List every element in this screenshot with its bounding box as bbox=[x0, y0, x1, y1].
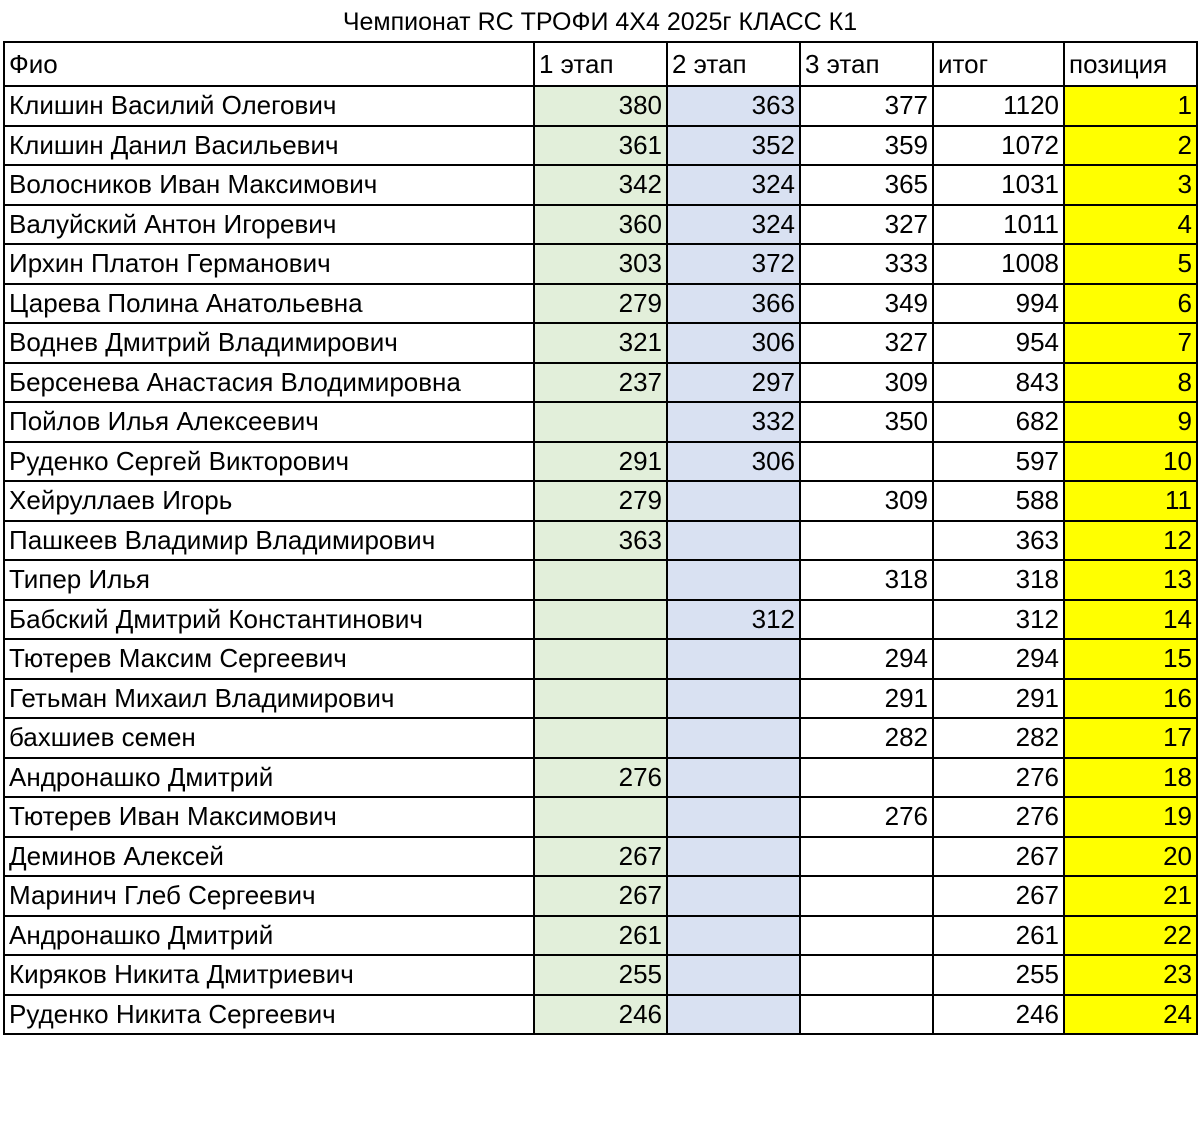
cell-stage1[interactable]: 380 bbox=[534, 86, 667, 126]
column-header-stage1[interactable]: 1 этап bbox=[534, 42, 667, 86]
column-header-name[interactable]: Фио bbox=[4, 42, 534, 86]
cell-total[interactable]: 312 bbox=[933, 600, 1064, 640]
cell-total[interactable]: 588 bbox=[933, 481, 1064, 521]
cell-stage3[interactable] bbox=[800, 916, 933, 956]
cell-position[interactable]: 3 bbox=[1064, 165, 1197, 205]
cell-stage2[interactable] bbox=[667, 718, 800, 758]
cell-stage1[interactable]: 255 bbox=[534, 955, 667, 995]
cell-stage3[interactable]: 276 bbox=[800, 797, 933, 837]
cell-stage1[interactable]: 237 bbox=[534, 363, 667, 403]
cell-position[interactable]: 1 bbox=[1064, 86, 1197, 126]
cell-stage2[interactable]: 306 bbox=[667, 442, 800, 482]
cell-name[interactable]: Типер Илья bbox=[4, 560, 534, 600]
cell-total[interactable]: 363 bbox=[933, 521, 1064, 561]
table-row bbox=[4, 797, 1197, 837]
standings-table bbox=[3, 41, 1198, 1035]
cell-total[interactable]: 318 bbox=[933, 560, 1064, 600]
cell-stage3[interactable] bbox=[800, 521, 933, 561]
table-row bbox=[4, 955, 1197, 995]
column-header-total[interactable]: итог bbox=[933, 42, 1064, 86]
table-row bbox=[4, 165, 1197, 205]
cell-total[interactable]: 954 bbox=[933, 323, 1064, 363]
cell-total[interactable]: 267 bbox=[933, 837, 1064, 877]
cell-total[interactable]: 1011 bbox=[933, 205, 1064, 245]
cell-position[interactable]: 7 bbox=[1064, 323, 1197, 363]
cell-position[interactable]: 10 bbox=[1064, 442, 1197, 482]
cell-stage3[interactable]: 327 bbox=[800, 323, 933, 363]
cell-stage3[interactable] bbox=[800, 758, 933, 798]
cell-total[interactable]: 276 bbox=[933, 797, 1064, 837]
cell-name[interactable]: Руденко Сергей Викторович bbox=[4, 442, 534, 482]
cell-stage2[interactable]: 324 bbox=[667, 165, 800, 205]
cell-total[interactable]: 1120 bbox=[933, 86, 1064, 126]
cell-stage1[interactable] bbox=[534, 600, 667, 640]
cell-total[interactable]: 1008 bbox=[933, 244, 1064, 284]
cell-total[interactable]: 276 bbox=[933, 758, 1064, 798]
table-row bbox=[4, 481, 1197, 521]
cell-stage2[interactable] bbox=[667, 560, 800, 600]
table-row bbox=[4, 876, 1197, 916]
cell-position[interactable]: 2 bbox=[1064, 126, 1197, 166]
table-row bbox=[4, 126, 1197, 166]
cell-stage3[interactable] bbox=[800, 995, 933, 1035]
cell-stage3[interactable]: 377 bbox=[800, 86, 933, 126]
cell-total[interactable]: 246 bbox=[933, 995, 1064, 1035]
cell-position[interactable]: 18 bbox=[1064, 758, 1197, 798]
cell-stage1[interactable] bbox=[534, 679, 667, 719]
cell-name[interactable]: Пойлов Илья Алексеевич bbox=[4, 402, 534, 442]
cell-total[interactable]: 267 bbox=[933, 876, 1064, 916]
cell-stage3[interactable]: 291 bbox=[800, 679, 933, 719]
cell-total[interactable]: 682 bbox=[933, 402, 1064, 442]
cell-stage2[interactable]: 366 bbox=[667, 284, 800, 324]
cell-stage3[interactable]: 309 bbox=[800, 481, 933, 521]
table-row bbox=[4, 442, 1197, 482]
cell-name[interactable]: Царева Полина Анатольевна bbox=[4, 284, 534, 324]
cell-stage3[interactable]: 282 bbox=[800, 718, 933, 758]
cell-stage3[interactable] bbox=[800, 442, 933, 482]
cell-name[interactable]: Тютерев Иван Максимович bbox=[4, 797, 534, 837]
cell-name[interactable]: Андронашко Дмитрий bbox=[4, 758, 534, 798]
cell-stage3[interactable]: 349 bbox=[800, 284, 933, 324]
cell-stage3[interactable] bbox=[800, 955, 933, 995]
cell-total[interactable]: 261 bbox=[933, 916, 1064, 956]
cell-position[interactable]: 15 bbox=[1064, 639, 1197, 679]
cell-stage2[interactable]: 332 bbox=[667, 402, 800, 442]
cell-stage3[interactable] bbox=[800, 837, 933, 877]
table-row bbox=[4, 86, 1197, 126]
cell-stage1[interactable]: 279 bbox=[534, 284, 667, 324]
table-row bbox=[4, 521, 1197, 561]
cell-name[interactable]: Деминов Алексей bbox=[4, 837, 534, 877]
table-row bbox=[4, 284, 1197, 324]
cell-stage2[interactable] bbox=[667, 916, 800, 956]
cell-name[interactable]: Маринич Глеб Сергеевич bbox=[4, 876, 534, 916]
cell-stage1[interactable] bbox=[534, 402, 667, 442]
cell-name[interactable]: Воднев Дмитрий Владимирович bbox=[4, 323, 534, 363]
cell-position[interactable]: 13 bbox=[1064, 560, 1197, 600]
cell-position[interactable]: 23 bbox=[1064, 955, 1197, 995]
cell-stage2[interactable]: 312 bbox=[667, 600, 800, 640]
cell-stage1[interactable]: 342 bbox=[534, 165, 667, 205]
cell-stage3[interactable]: 350 bbox=[800, 402, 933, 442]
cell-position[interactable]: 9 bbox=[1064, 402, 1197, 442]
table-row bbox=[4, 718, 1197, 758]
cell-stage1[interactable]: 360 bbox=[534, 205, 667, 245]
cell-stage3[interactable]: 309 bbox=[800, 363, 933, 403]
cell-position[interactable]: 17 bbox=[1064, 718, 1197, 758]
cell-stage3[interactable]: 294 bbox=[800, 639, 933, 679]
cell-total[interactable]: 597 bbox=[933, 442, 1064, 482]
cell-name[interactable]: Хейруллаев Игорь bbox=[4, 481, 534, 521]
cell-name[interactable]: Клишин Василий Олегович bbox=[4, 86, 534, 126]
cell-position[interactable]: 8 bbox=[1064, 363, 1197, 403]
table-row bbox=[4, 679, 1197, 719]
cell-name[interactable]: Валуйский Антон Игоревич bbox=[4, 205, 534, 245]
header-row bbox=[4, 42, 1197, 86]
table-row bbox=[4, 837, 1197, 877]
table-row bbox=[4, 323, 1197, 363]
cell-position[interactable]: 21 bbox=[1064, 876, 1197, 916]
column-header-position[interactable]: позиция bbox=[1064, 42, 1197, 86]
cell-stage1[interactable] bbox=[534, 718, 667, 758]
cell-stage1[interactable]: 303 bbox=[534, 244, 667, 284]
table-row bbox=[4, 205, 1197, 245]
cell-stage1[interactable]: 267 bbox=[534, 837, 667, 877]
cell-total[interactable]: 1031 bbox=[933, 165, 1064, 205]
table-row bbox=[4, 363, 1197, 403]
cell-name[interactable]: Берсенева Анастасия Влодимировна bbox=[4, 363, 534, 403]
cell-stage2[interactable]: 297 bbox=[667, 363, 800, 403]
table-row bbox=[4, 600, 1197, 640]
cell-name[interactable]: Волосников Иван Максимович bbox=[4, 165, 534, 205]
cell-name[interactable]: Ирхин Платон Германович bbox=[4, 244, 534, 284]
cell-position[interactable]: 12 bbox=[1064, 521, 1197, 561]
cell-stage1[interactable]: 267 bbox=[534, 876, 667, 916]
cell-stage1[interactable]: 361 bbox=[534, 126, 667, 166]
cell-position[interactable]: 19 bbox=[1064, 797, 1197, 837]
column-header-stage2[interactable]: 2 этап bbox=[667, 42, 800, 86]
cell-stage1[interactable]: 321 bbox=[534, 323, 667, 363]
cell-stage2[interactable] bbox=[667, 837, 800, 877]
table-row bbox=[4, 560, 1197, 600]
cell-position[interactable]: 11 bbox=[1064, 481, 1197, 521]
cell-stage3[interactable]: 327 bbox=[800, 205, 933, 245]
cell-name[interactable]: Гетьман Михаил Владимирович bbox=[4, 679, 534, 719]
cell-stage3[interactable]: 333 bbox=[800, 244, 933, 284]
cell-name[interactable]: бахшиев семен bbox=[4, 718, 534, 758]
cell-stage3[interactable]: 359 bbox=[800, 126, 933, 166]
cell-stage1[interactable] bbox=[534, 639, 667, 679]
cell-stage2[interactable] bbox=[667, 876, 800, 916]
cell-total[interactable]: 1072 bbox=[933, 126, 1064, 166]
cell-position[interactable]: 5 bbox=[1064, 244, 1197, 284]
cell-position[interactable]: 14 bbox=[1064, 600, 1197, 640]
cell-stage1[interactable]: 363 bbox=[534, 521, 667, 561]
table-row bbox=[4, 639, 1197, 679]
cell-position[interactable]: 6 bbox=[1064, 284, 1197, 324]
cell-total[interactable]: 843 bbox=[933, 363, 1064, 403]
cell-name[interactable]: Пашкеев Владимир Владимирович bbox=[4, 521, 534, 561]
cell-stage2[interactable] bbox=[667, 521, 800, 561]
cell-stage3[interactable] bbox=[800, 600, 933, 640]
cell-stage2[interactable]: 306 bbox=[667, 323, 800, 363]
cell-name[interactable]: Андронашко Дмитрий bbox=[4, 916, 534, 956]
cell-total[interactable]: 291 bbox=[933, 679, 1064, 719]
table-row bbox=[4, 244, 1197, 284]
cell-stage3[interactable] bbox=[800, 876, 933, 916]
cell-stage2[interactable]: 363 bbox=[667, 86, 800, 126]
cell-stage2[interactable]: 352 bbox=[667, 126, 800, 166]
table-row bbox=[4, 758, 1197, 798]
cell-stage2[interactable] bbox=[667, 481, 800, 521]
cell-stage1[interactable] bbox=[534, 560, 667, 600]
column-header-stage3[interactable]: 3 этап bbox=[800, 42, 933, 86]
cell-total[interactable]: 255 bbox=[933, 955, 1064, 995]
table-row bbox=[4, 916, 1197, 956]
cell-stage2[interactable] bbox=[667, 955, 800, 995]
cell-stage2[interactable] bbox=[667, 995, 800, 1035]
cell-total[interactable]: 294 bbox=[933, 639, 1064, 679]
cell-stage1[interactable]: 276 bbox=[534, 758, 667, 798]
cell-stage2[interactable] bbox=[667, 639, 800, 679]
cell-stage1[interactable]: 291 bbox=[534, 442, 667, 482]
cell-name[interactable]: Бабский Дмитрий Константинович bbox=[4, 600, 534, 640]
cell-name[interactable]: Тютерев Максим Сергеевич bbox=[4, 639, 534, 679]
cell-stage2[interactable] bbox=[667, 758, 800, 798]
cell-stage1[interactable]: 279 bbox=[534, 481, 667, 521]
cell-stage2[interactable] bbox=[667, 797, 800, 837]
cell-position[interactable]: 20 bbox=[1064, 837, 1197, 877]
cell-name[interactable]: Киряков Никита Дмитриевич bbox=[4, 955, 534, 995]
table-row bbox=[4, 402, 1197, 442]
cell-stage2[interactable] bbox=[667, 679, 800, 719]
cell-position[interactable]: 16 bbox=[1064, 679, 1197, 719]
table-row bbox=[4, 995, 1197, 1035]
cell-stage2[interactable]: 324 bbox=[667, 205, 800, 245]
cell-position[interactable]: 4 bbox=[1064, 205, 1197, 245]
cell-stage1[interactable] bbox=[534, 797, 667, 837]
cell-name[interactable]: Клишин Данил Васильевич bbox=[4, 126, 534, 166]
cell-position[interactable]: 22 bbox=[1064, 916, 1197, 956]
cell-stage1[interactable]: 261 bbox=[534, 916, 667, 956]
cell-stage3[interactable]: 365 bbox=[800, 165, 933, 205]
page-title: Чемпионат RC ТРОФИ 4Х4 2025г КЛАСС К1 bbox=[342, 8, 858, 36]
cell-stage1[interactable]: 246 bbox=[534, 995, 667, 1035]
cell-position[interactable]: 24 bbox=[1064, 995, 1197, 1035]
cell-stage3[interactable]: 318 bbox=[800, 560, 933, 600]
cell-total[interactable]: 282 bbox=[933, 718, 1064, 758]
cell-name[interactable]: Руденко Никита Сергеевич bbox=[4, 995, 534, 1035]
cell-stage2[interactable]: 372 bbox=[667, 244, 800, 284]
cell-total[interactable]: 994 bbox=[933, 284, 1064, 324]
